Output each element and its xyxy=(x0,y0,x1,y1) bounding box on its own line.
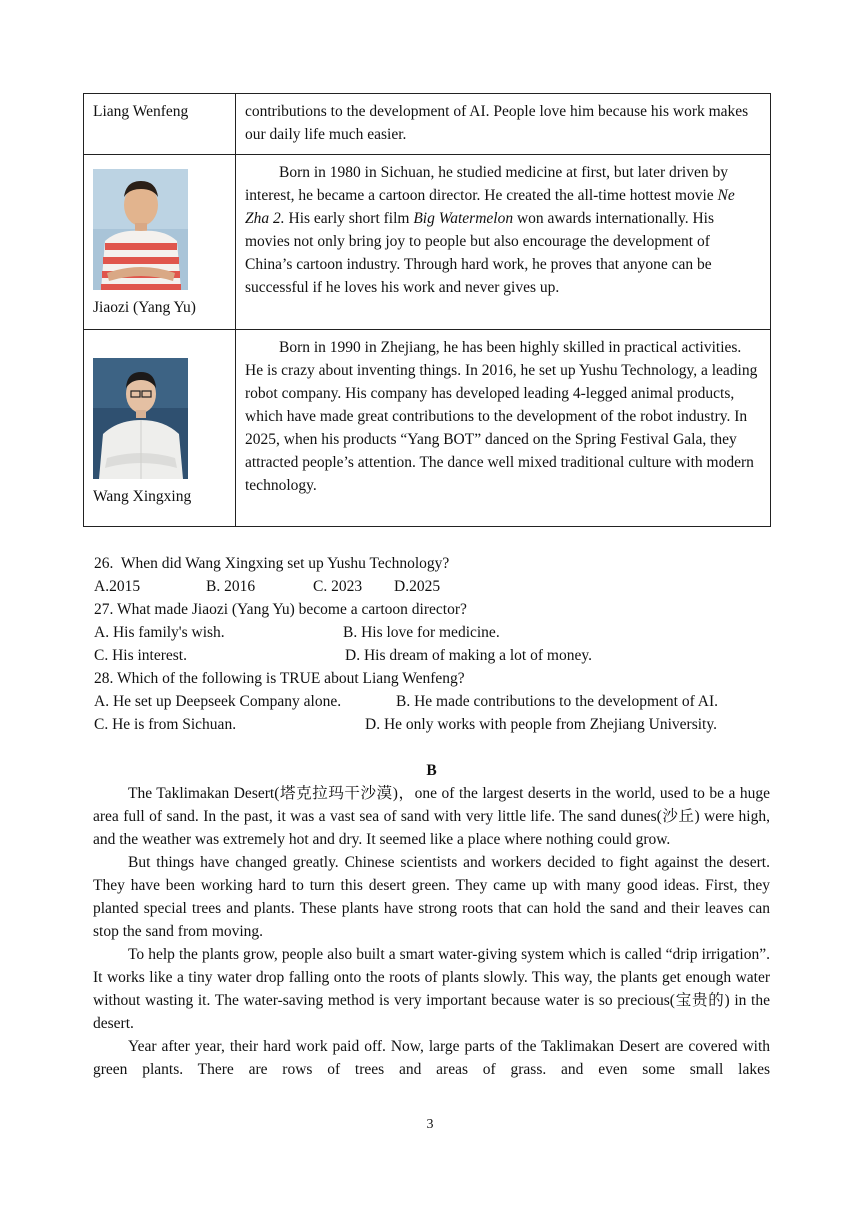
passage-paragraph: To help the plants grow, people also built a smart water-giving system which is called “drip irrigation”. It works like a tiny water drop falling onto the roots of plants slowly. This way, the plants get enough water without wasting it. The water-saving method is very important because water is so precious(宝贵的) in the desert. xyxy=(93,946,770,1032)
passage-paragraph: The Taklimakan Desert(塔克拉玛干沙漠)，one of the largest deserts in the world, used to be a huge area full of sand. In the past, it was a vast sea of sand with very little life. The sand dunes(沙丘) were high, and the weather was extremely hot and dry. It seemed like a place where nothing could grow. xyxy=(93,785,770,848)
option-d: D. His dream of making a lot of money. xyxy=(345,647,592,664)
option-c: C. He is from Sichuan. xyxy=(94,716,237,733)
option-d: D. He only works with people from Zhejiang University. xyxy=(365,716,717,733)
movie-title: Ne Zha 2. xyxy=(245,187,735,227)
table-row xyxy=(84,330,771,527)
table-row xyxy=(84,94,771,155)
option-a: A. His family's wish. xyxy=(94,624,225,641)
table-row xyxy=(84,155,771,330)
section-heading: B xyxy=(426,762,437,779)
option-c: C. His interest. xyxy=(94,647,187,664)
option-a: A. He set up Deepseek Company alone. xyxy=(94,693,342,710)
jiaozi-photo xyxy=(93,169,188,290)
name-cell xyxy=(84,330,236,527)
question-28-options xyxy=(94,713,774,736)
wang-xingxing-photo xyxy=(93,358,188,479)
option-b: B. His love for medicine. xyxy=(343,624,500,641)
person-name: Liang Wenfeng xyxy=(93,103,189,120)
name-cell xyxy=(84,94,236,155)
question-28-options xyxy=(94,690,774,713)
passage-paragraph: But things have changed greatly. Chinese scientists and workers decided to fight against the desert. They have been working hard to turn this desert green. They came up with many good ideas. First, they planted special trees and plants. These plants have strong roots that can hold the sand and their leaves can stop the sand from moving. xyxy=(93,854,770,940)
option-b: B. He made contributions to the development of AI. xyxy=(396,693,718,710)
question-27-stem: 27. What made Jiaozi (Yang Yu) become a cartoon director? xyxy=(94,601,467,618)
person-description: Born in 1990 in Zhejiang, he has been highly skilled in practical activities. He is crazy about inventing things. In 2016, he set up Yushu Technology, a leading robot company. His company has developed leading 4-legged animal products, which have made great contributions to the development of the robot industry. In 2025, when his products “Yang BOT” danced on the Spring Festival Gala, they attracted people’s attention. The dance well mixed traditional culture with modern technology. xyxy=(245,339,758,494)
people-table xyxy=(83,93,771,527)
question-26-options xyxy=(94,575,774,598)
film-title: Big Watermelon xyxy=(413,210,514,227)
option-d: D.2025 xyxy=(394,578,441,595)
question-28-stem: 28. Which of the following is TRUE about Liang Wenfeng? xyxy=(94,670,465,687)
person-name: Wang Xingxing xyxy=(93,488,192,505)
option-b: B. 2016 xyxy=(206,578,256,595)
page-number: 3 xyxy=(426,1117,434,1132)
passage-paragraph: Year after year, their hard work paid off. Now, large parts of the Taklimakan Desert are covered with green plants. There are rows of trees and areas of grass. and even some small lakes xyxy=(93,1038,770,1078)
question-26-stem: 26. When did Wang Xingxing set up Yushu Technology? xyxy=(94,555,450,572)
person-description: Born in 1980 in Sichuan, he studied medicine at first, but later driven by interest, he became a cartoon director. He created the all-time hottest movie Ne Zha 2. His early short film Big Watermelon won awards internationally. His movies not only bring joy to people but also encourage the development of China’s cartoon industry. Through hard work, he proves that anyone can be successful if he loves his work and never gives up. xyxy=(245,164,735,296)
passage-b xyxy=(93,759,770,1081)
option-c: C. 2023 xyxy=(313,578,363,595)
questions-block xyxy=(94,552,774,736)
description-cell xyxy=(236,94,771,155)
question-27-options xyxy=(94,621,774,644)
description-cell xyxy=(236,155,771,330)
person-name: Jiaozi (Yang Yu) xyxy=(93,299,196,316)
option-a: A.2015 xyxy=(94,578,141,595)
description-cell xyxy=(236,330,771,527)
name-cell xyxy=(84,155,236,330)
person-description: contributions to the development of AI. People love him because his work makes our daily life much easier. xyxy=(245,103,749,143)
question-27-options xyxy=(94,644,774,667)
